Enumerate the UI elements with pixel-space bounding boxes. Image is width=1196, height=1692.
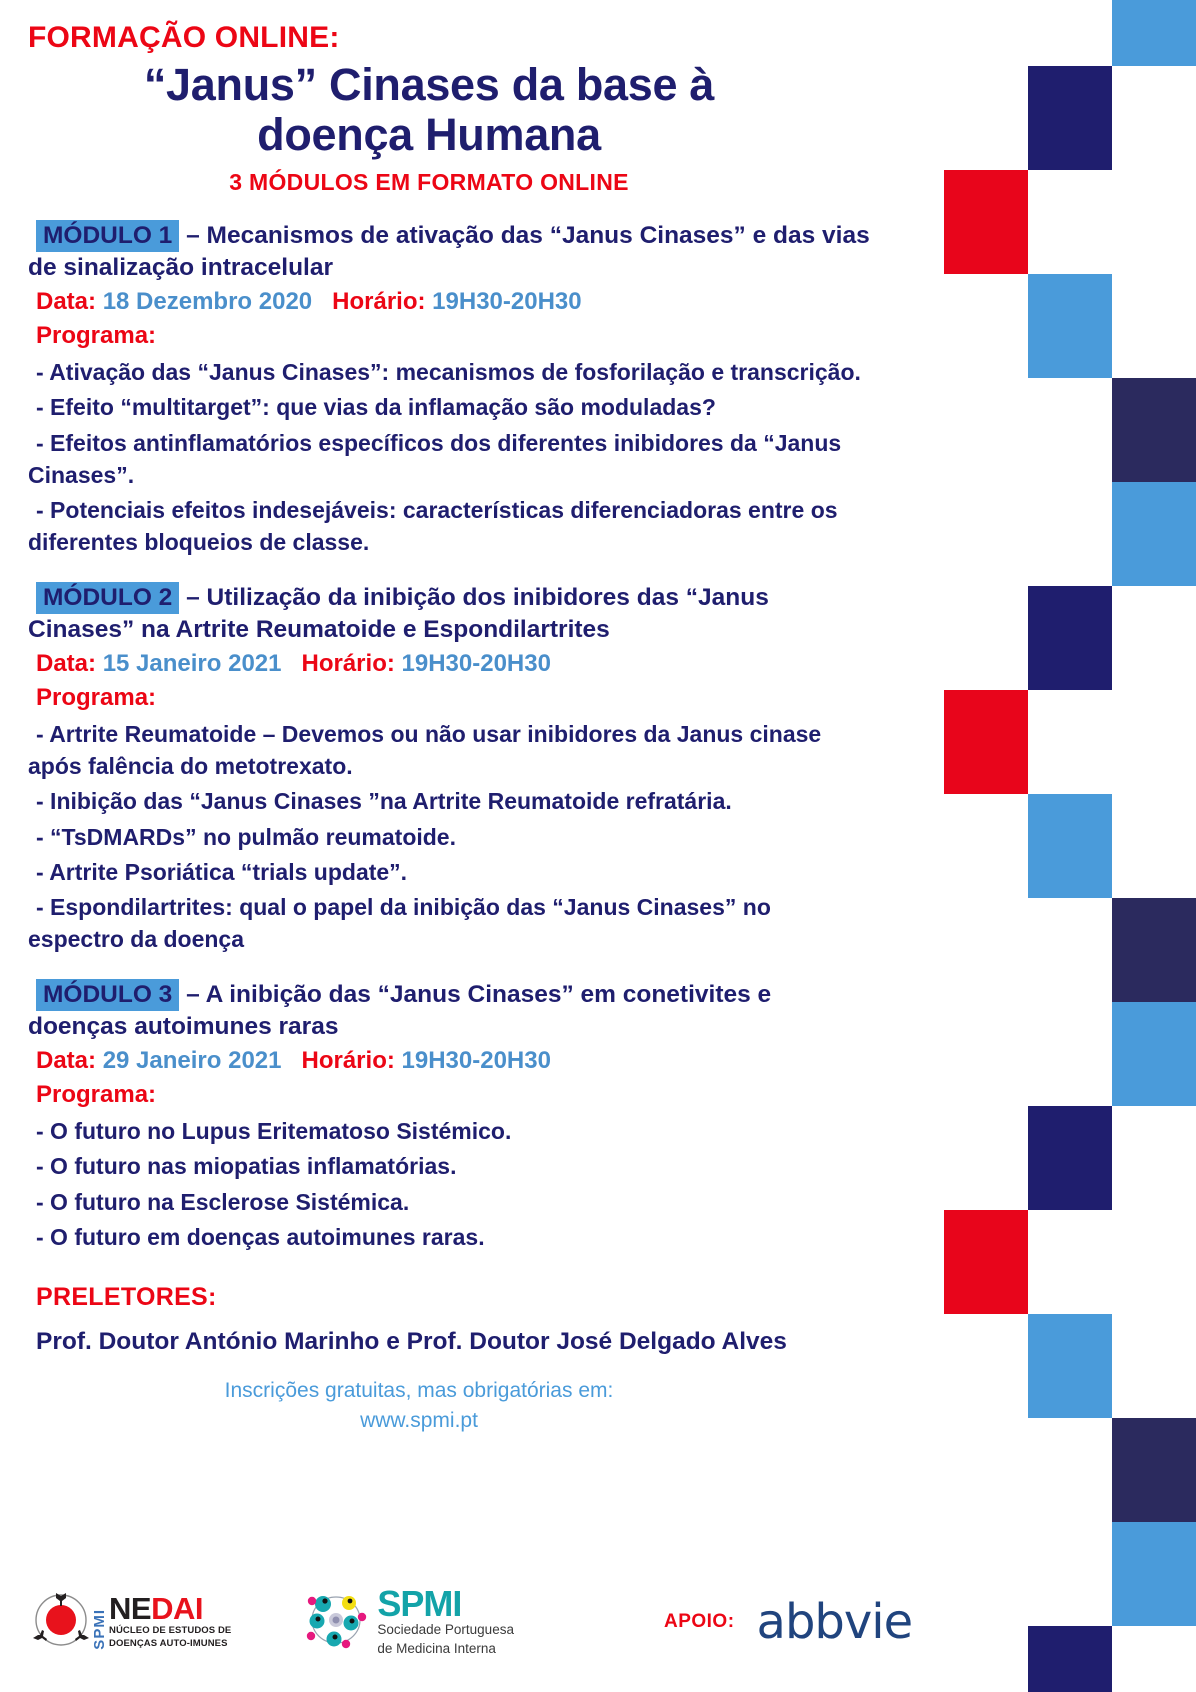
module-3-date-value: 29 Janeiro 2021 — [102, 1047, 282, 1075]
nedai-subtitle-1: NÚCLEO DE ESTUDOS DE — [109, 1624, 232, 1636]
list-item: - Inibição das “Janus Cinases ”na Artrite Reumatoide refratária. — [36, 788, 732, 815]
list-item: - Efeitos antinflamatórios específicos dos diferentes inibidores da “Janus Cinases”. — [28, 429, 842, 488]
nedai-dai: DAI — [151, 1591, 203, 1627]
module-2-program-list — [28, 718, 870, 955]
presenters-names: Prof. Doutor António Marinho e Prof. Doutor José Delgado Alves — [36, 1328, 787, 1355]
module-1-datarow — [28, 285, 870, 319]
module-2-time-label: Horário: — [301, 649, 395, 677]
module-1-title: – Mecanismos de ativação das “Janus Cinases” e das vias de sinalização intracelular — [28, 222, 870, 282]
decorative-square — [1112, 378, 1196, 482]
footer-logos — [0, 1552, 1040, 1692]
spmi-wordmark — [377, 1582, 514, 1657]
decorative-square-mosaic — [860, 0, 1196, 1692]
module-2-datarow — [28, 647, 870, 681]
nedai-subtitle-2: DOENÇAS AUTO-IMUNES — [109, 1637, 228, 1649]
list-item: - Artrite Reumatoide – Devemos ou não usar inibidores da Janus cinase após falência do metotrexato. — [28, 721, 822, 780]
module-1-heading — [28, 220, 870, 284]
module-1-time-label: Horário: — [332, 287, 426, 315]
module-3-datarow — [28, 1044, 870, 1078]
list-item: - Espondilartrites: qual o papel da inibição das “Janus Cinases” no espectro da doença — [28, 894, 771, 953]
list-item: - O futuro na Esclerose Sistémica. — [36, 1188, 410, 1215]
decorative-square — [1028, 66, 1112, 170]
apoio-label: APOIO: — [663, 1611, 735, 1632]
list-item: - O futuro em doenças autoimunes raras. — [36, 1223, 485, 1250]
decorative-square — [1112, 1522, 1196, 1626]
module-2-date-label: Data: — [36, 649, 97, 677]
list-item: - Efeito “multitarget”: que vias da inflamação são moduladas? — [36, 394, 716, 421]
module-2-time-value: 19H30-20H30 — [401, 649, 551, 677]
decorative-square — [1028, 1106, 1112, 1210]
decorative-square — [1112, 1002, 1196, 1106]
module-3-program-label: Programa: — [36, 1081, 157, 1109]
spmi-subtitle-1: Sociedade Portuguesa — [377, 1622, 514, 1638]
abbvie-logo: abbvie — [756, 1594, 913, 1650]
header-block — [28, 22, 870, 196]
decorative-square — [944, 1210, 1028, 1314]
nedai-ne: NE — [109, 1591, 152, 1627]
spmi-subtitle-2: de Medicina Interna — [377, 1640, 496, 1656]
module-3-time-value: 19H30-20H30 — [401, 1047, 551, 1075]
list-item: - Ativação das “Janus Cinases”: mecanismos de fosforilação e transcrição. — [36, 359, 861, 386]
module-2-date-value: 15 Janeiro 2021 — [102, 649, 282, 677]
list-item: - Potenciais efeitos indesejáveis: características diferenciadoras entre os diferentes bloqueios de classe. — [28, 496, 838, 556]
decorative-square — [944, 170, 1028, 274]
spmi-acronym: SPMI — [377, 1582, 462, 1624]
decorative-square — [1028, 1314, 1112, 1418]
registration-note: Inscrições gratuitas, mas obrigatórias em: — [224, 1379, 614, 1402]
module-1-date-value: 18 Dezembro 2020 — [102, 287, 313, 315]
nedai-mark-icon — [30, 1589, 92, 1656]
nedai-logo — [30, 1589, 231, 1656]
decorative-square — [1112, 482, 1196, 586]
module-3-date-label: Data: — [36, 1047, 97, 1075]
decorative-square — [1028, 1626, 1112, 1692]
module-block-2 — [28, 582, 870, 955]
page-subtitle: 3 MÓDULOS EM FORMATO ONLINE — [229, 169, 629, 196]
page-title — [28, 60, 870, 161]
module-3-program-list — [28, 1115, 870, 1253]
spmi-logo — [303, 1582, 514, 1658]
module-1-tag: MÓDULO 1 — [36, 220, 179, 252]
decorative-square — [1028, 794, 1112, 898]
module-2-tag: MÓDULO 2 — [36, 582, 179, 614]
module-1-date-label: Data: — [36, 287, 97, 315]
decorative-square — [1028, 274, 1112, 378]
decorative-square — [944, 690, 1028, 794]
kicker-text: FORMAÇÃO ONLINE: — [28, 21, 340, 54]
module-3-title: – A inibição das “Janus Cinases” em conetivites e doenças autoimunes raras — [28, 981, 772, 1041]
module-3-time-label: Horário: — [301, 1047, 395, 1075]
module-3-tag: MÓDULO 3 — [36, 979, 179, 1011]
decorative-square — [1028, 586, 1112, 690]
list-item: - O futuro no Lupus Eritematoso Sistémico. — [36, 1118, 512, 1145]
decorative-square — [1112, 0, 1196, 66]
nedai-spmi-vertical: SPMI — [91, 1608, 108, 1650]
nedai-wordmark — [91, 1591, 232, 1650]
presenters-label: PRELETORES: — [36, 1283, 217, 1311]
module-block-1 — [28, 220, 870, 558]
module-1-time-value: 19H30-20H30 — [432, 287, 582, 315]
registration-url[interactable]: www.spmi.pt — [360, 1409, 478, 1433]
module-3-heading — [28, 979, 870, 1043]
module-1-program-label: Programa: — [36, 322, 157, 350]
title-line-1: “Janus” Cinases da base à — [143, 58, 715, 110]
decorative-square — [1112, 898, 1196, 1002]
nedai-acronym — [109, 1591, 231, 1627]
spmi-molecule-icon — [303, 1587, 369, 1658]
title-line-2: doença Humana — [257, 108, 601, 160]
registration-block — [28, 1376, 870, 1437]
module-block-3 — [28, 979, 870, 1253]
list-item: - “TsDMARDs” no pulmão reumatoide. — [36, 823, 456, 850]
sponsor-block — [663, 1594, 913, 1650]
module-1-program-list — [28, 356, 870, 558]
decorative-square — [1112, 1418, 1196, 1522]
presenters-block — [28, 1283, 870, 1356]
list-item: - O futuro nas miopatias inflamatórias. — [36, 1153, 457, 1180]
list-item: - Artrite Psoriática “trials update”. — [36, 858, 408, 885]
module-2-program-label: Programa: — [36, 684, 157, 712]
module-2-title: – Utilização da inibição dos inibidores das “Janus Cinases” na Artrite Reumatoide e Espondilartrites — [28, 584, 769, 644]
module-2-heading — [28, 582, 870, 646]
